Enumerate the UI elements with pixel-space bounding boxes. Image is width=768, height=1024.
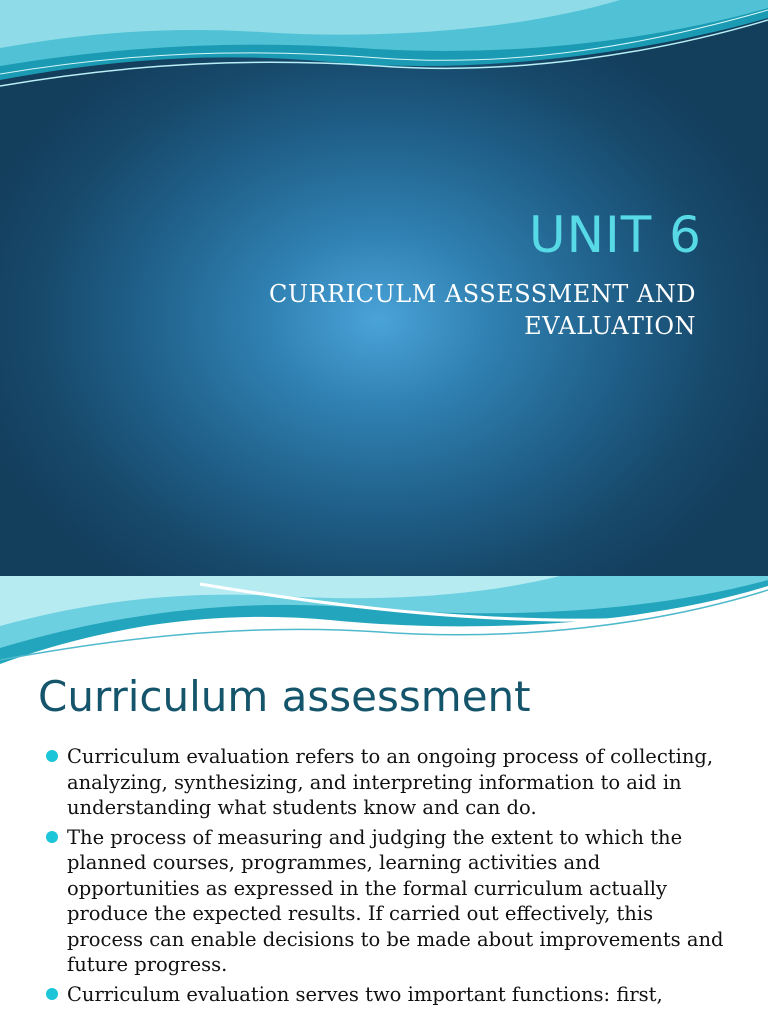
slide-subtitle: CURRICULM ASSESSMENT AND EVALUATION <box>268 280 696 340</box>
bullet-text: The process of measuring and judging the extent to which the planned courses, programmes, learning activities and opportunities as expressed in the formal curriculum actually produce the expected results. If carried out effectively, this process can enable decisions to be made about improvements and future progress. <box>67 825 724 976</box>
bullet-dot-icon <box>46 750 58 762</box>
bullet-item <box>46 825 726 978</box>
bullet-list <box>46 744 726 1011</box>
wave-decoration <box>0 0 768 90</box>
bullet-text: Curriculum evaluation refers to an ongoing process of collecting, analyzing, synthesizing, and interpreting information to aid in understanding what students know and can do. <box>67 745 714 819</box>
bullet-dot-icon <box>46 831 58 843</box>
wave-decoration <box>0 576 768 666</box>
bullet-text: Curriculum evaluation serves two important functions: first, <box>67 982 663 1006</box>
slide-heading: Curriculum assessment <box>38 672 531 721</box>
bullet-item <box>46 744 726 821</box>
content-slide <box>0 576 768 1024</box>
slide-title: UNIT 6 <box>529 206 702 264</box>
bullet-dot-icon <box>46 988 58 1000</box>
bullet-item <box>46 982 726 1008</box>
